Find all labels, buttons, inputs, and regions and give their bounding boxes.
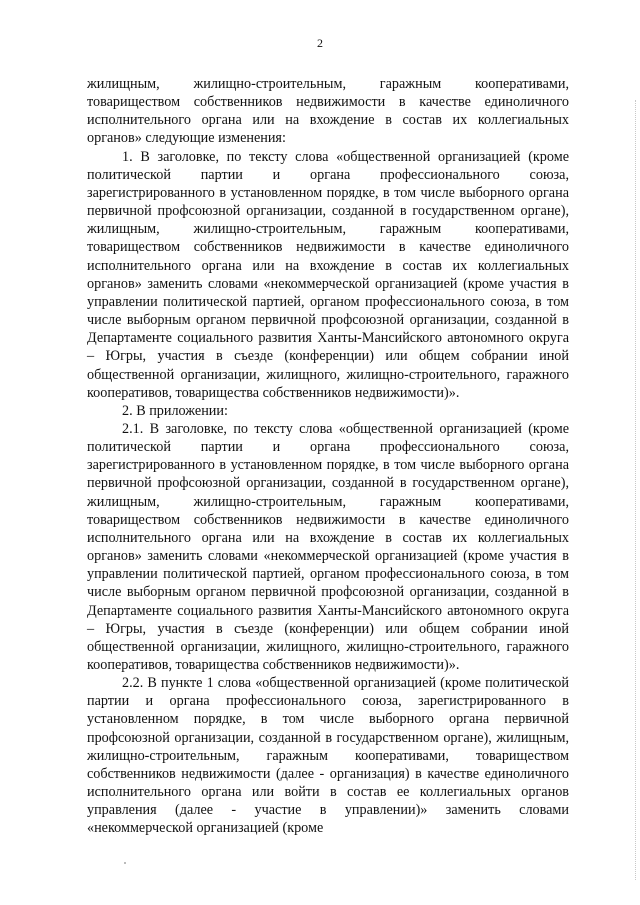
page-number: 2 — [317, 36, 323, 50]
paragraph-item-2-1: 2.1. В заголовке, по тексту слова «общественной организацией (кроме политической партии и органа профессионального союза, зарегистрированного в установленном порядке, в том числе выборного органа первичной профсоюзной организации, созданной в государственном органе), жилищным, жилищно-строительным, гаражным кооперативами, товариществом собственников недвижимости в качестве единоличного исполнительного органа или на вхождение в состав их коллегиальных органов» заменить словами «некоммерческой организацией (кроме участия в управлении политической партией, органом профессионального союза, в том числе выборным органом первичной профсоюзной организации, созданной в Департаменте социального развития Ханты-Мансийского автономного округа – Югры, участия в съезде (конференции) или общем собрании иной общественной организации, жилищного, жилищно-строительного, гаражного кооперативов, товарищества собственников недвижимости)». — [87, 420, 569, 673]
paragraph-item-2-2: 2.2. В пункте 1 слова «общественной организацией (кроме политической партии и органа профессионального союза, зарегистрированного в установленном порядке, в том числе выборного органа первичной профсоюзной организации, созданной в государственном органе), жилищным, жилищно-строительным, гаражным кооперативами, товариществом собственников недвижимости (далее - организация) в качестве единоличного исполнительного органа или войти в состав ее коллегиальных органов управления (далее - участие в управлении)» заменить словами «некоммерческой организацией (кроме — [87, 675, 569, 837]
document-body — [87, 75, 569, 838]
paragraph-item-2: 2. В приложении: — [122, 402, 228, 419]
scan-edge-artifact — [634, 100, 636, 880]
scan-dot-artifact — [124, 862, 126, 864]
paragraph-continuation: жилищным, жилищно-строительным, гаражным кооперативами, товариществом собственников недвижимости в качестве единоличного исполнительного органа или на вхождение в состав их коллегиальных органов» следующие изменения: — [87, 76, 569, 147]
paragraph-item-1: 1. В заголовке, по тексту слова «общественной организацией (кроме политической партии и органа профессионального союза, зарегистрированного в установленном порядке, в том числе выборного органа первичной профсоюзной организации, созданной в государственном органе), жилищным, жилищно-строительным, гаражным кооперативами, товариществом собственников недвижимости в качестве единоличного исполнительного органа или на вхождение в состав их коллегиальных органов» заменить словами «некоммерческой организацией (кроме участия в управлении политической партией, органом профессионального союза, в том числе выборным органом первичной профсоюзной организации, созданной в Департаменте социального развития Ханты-Мансийского автономного округа – Югры, участия в съезде (конференции) или общем собрании иной общественной организации, жилищного, жилищно-строительного, гаражного кооперативов, товарищества собственников недвижимости)». — [87, 148, 569, 401]
